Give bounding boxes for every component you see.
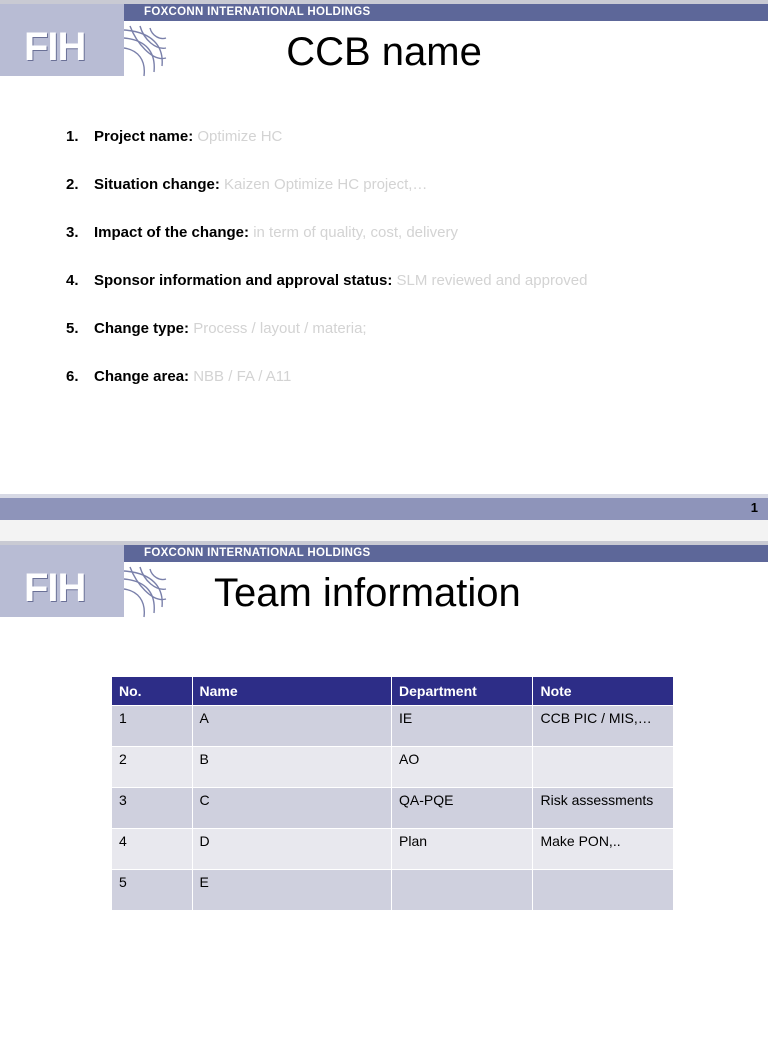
table-header-row [112,677,674,706]
table-cell: 3 [112,788,193,829]
item-number: 5. [66,320,79,337]
table-row [112,706,674,747]
table-cell: IE [392,706,533,747]
table-cell [392,870,533,911]
table-cell: D [192,829,392,870]
item-label: Project name: [94,128,194,145]
item-value: SLM reviewed and approved [396,272,588,289]
company-name: FOXCONN INTERNATIONAL HOLDINGS [144,6,371,18]
item-label: Change area: [94,368,190,385]
logo-text: FIH [24,25,86,69]
header-bar [124,4,768,21]
column-header: Department [392,677,533,706]
item-value: Process / layout / materia; [193,320,367,337]
column-header: Name [192,677,392,706]
team-table [111,676,674,911]
item-label: Change type: [94,320,190,337]
table-cell: 1 [112,706,193,747]
logo-strip [0,545,124,562]
ccb-info-list [66,128,587,416]
item-number: 3. [66,224,79,241]
table-cell: AO [392,747,533,788]
footer-bar [0,498,768,520]
list-item [66,368,587,416]
company-name: FOXCONN INTERNATIONAL HOLDINGS [144,547,371,559]
item-value: Optimize HC [197,128,283,145]
globe-icon [122,563,168,619]
column-header: No. [112,677,193,706]
logo-text: FIH [24,566,86,610]
slide-title: CCB name [286,30,482,74]
table-row [112,747,674,788]
table-cell: Risk assessments [533,788,674,829]
list-item [66,224,587,272]
item-value: in term of quality, cost, delivery [253,224,459,241]
slide-title: Team information [214,571,521,615]
table-row [112,829,674,870]
table-cell: Make PON,.. [533,829,674,870]
item-number: 4. [66,272,79,289]
table-cell: C [192,788,392,829]
table-cell: CCB PIC / MIS,… [533,706,674,747]
table-cell: 5 [112,870,193,911]
column-header: Note [533,677,674,706]
page-number: 1 [750,500,758,515]
table-cell [533,870,674,911]
table-cell: QA-PQE [392,788,533,829]
item-label: Impact of the change: [94,224,250,241]
table-cell: Plan [392,829,533,870]
list-item [66,272,587,320]
fih-logo [0,562,124,617]
list-item [66,128,587,176]
table-cell: A [192,706,392,747]
table-cell [533,747,674,788]
slide-ccb-name [0,0,768,520]
slide-gap [0,520,768,541]
item-value: Kaizen Optimize HC project,… [224,176,428,193]
header-bar [124,545,768,562]
table-row [112,870,674,911]
item-value: NBB / FA / A11 [193,368,292,385]
table-cell: 2 [112,747,193,788]
list-item [66,176,587,224]
table-cell: B [192,747,392,788]
table-cell: 4 [112,829,193,870]
item-label: Sponsor information and approval status: [94,272,393,289]
logo-strip [0,4,124,21]
item-number: 2. [66,176,79,193]
item-label: Situation change: [94,176,220,193]
item-number: 6. [66,368,79,385]
table-row [112,788,674,829]
list-item [66,320,587,368]
item-number: 1. [66,128,79,145]
table-cell: E [192,870,392,911]
slide-team-information [0,541,768,1061]
